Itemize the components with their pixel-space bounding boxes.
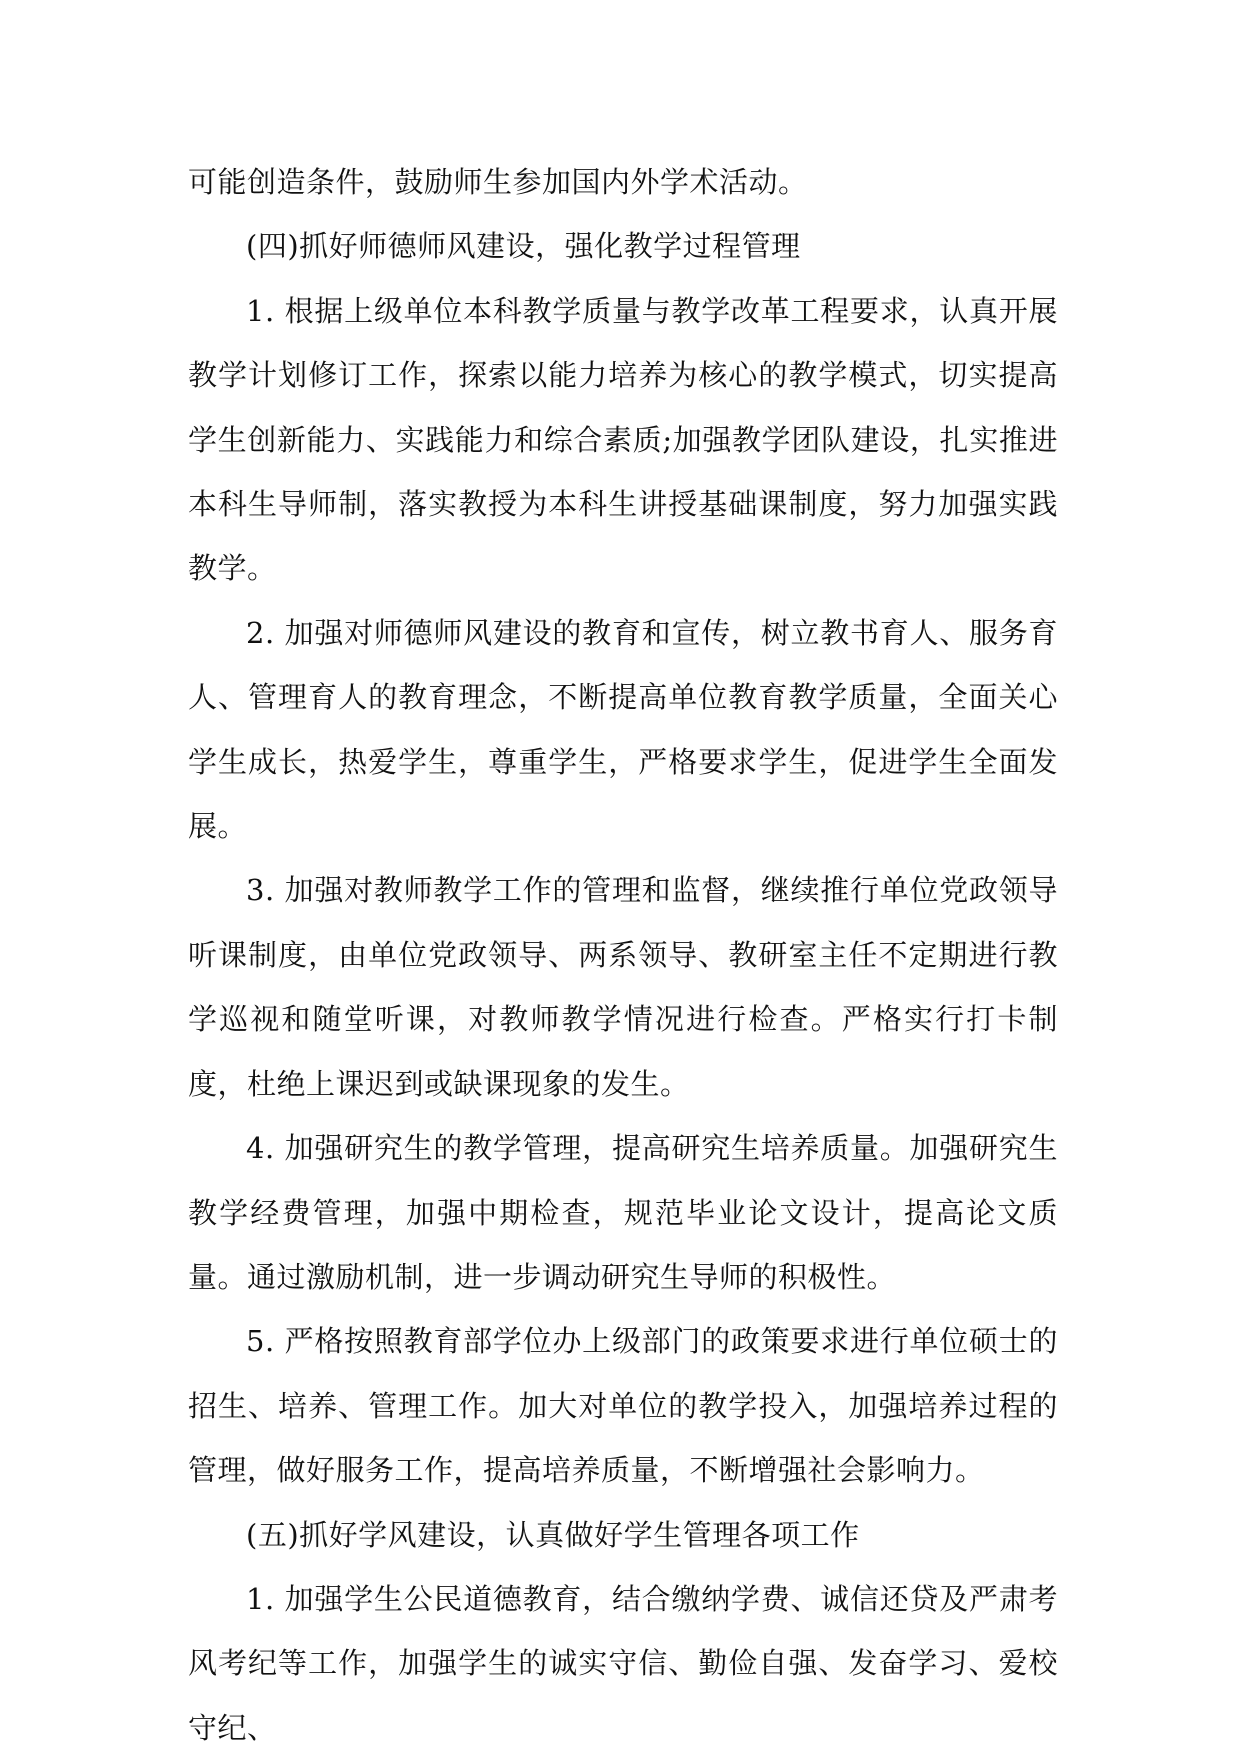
section-heading-4: (四)抓好师德师风建设，强化教学过程管理 — [246, 229, 801, 264]
paragraph-continuation: 可能创造条件，鼓励师生参加国内外学术活动。 — [188, 165, 808, 199]
document-body — [188, 150, 1058, 1760]
paragraph-item-1: 1. 根据上级单位本科教学质量与教学改革工程要求，认真开展教学计划修订工作，探索以能力培养为核心的教学模式，切实提高学生创新能力、实践能力和综合素质;加强教学团队建设，扎实推进本科生导师制，落实教授为本科生讲授基础课制度，努力加强实践教学。 — [188, 293, 1058, 586]
paragraph-item-2: 2. 加强对师德师风建设的教育和宣传，树立教书育人、服务育人、管理育人的教育理念，不断提高单位教育教学质量，全面关心学生成长，热爱学生，尊重学生，严格要求学生，促进学生全面发展。 — [188, 615, 1058, 844]
paragraph-item-5: 5. 严格按照教育部学位办上级部门的政策要求进行单位硕士的招生、培养、管理工作。加大对单位的教学投入，加强培养过程的管理，做好服务工作，提高培养质量，不断增强社会影响力。 — [188, 1324, 1058, 1488]
paragraph-item-1-section-5: 1. 加强学生公民道德教育，结合缴纳学费、诚信还贷及严肃考风考纪等工作，加强学生的诚实守信、勤俭自强、发奋学习、爱校守纪、 — [188, 1581, 1058, 1745]
paragraph-item-3: 3. 加强对教师教学工作的管理和监督，继续推行单位党政领导听课制度，由单位党政领导、两系领导、教研室主任不定期进行教学巡视和随堂听课，对教师教学情况进行检查。严格实行打卡制度，杜绝上课迟到或缺课现象的发生。 — [188, 873, 1058, 1101]
section-heading-5: (五)抓好学风建设，认真做好学生管理各项工作 — [246, 1517, 860, 1552]
paragraph-item-4: 4. 加强研究生的教学管理，提高研究生培养质量。加强研究生教学经费管理，加强中期检查，规范毕业论文设计，提高论文质量。通过激励机制，进一步调动研究生导师的积极性。 — [188, 1131, 1058, 1294]
